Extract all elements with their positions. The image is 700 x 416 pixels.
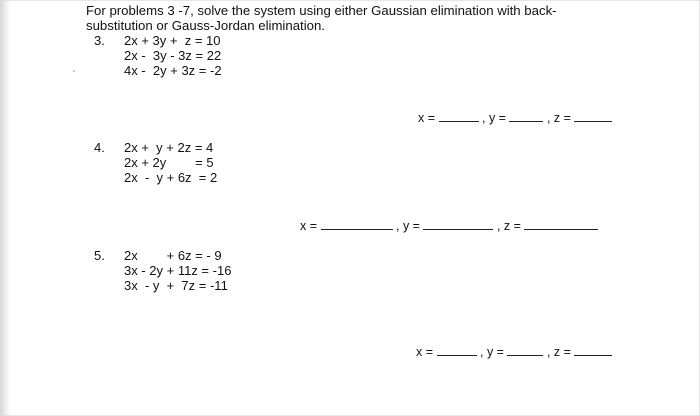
problem-5-number: 5. [94, 248, 105, 263]
problem-3-equation-1: 2x + 3y + z = 10 [124, 33, 221, 48]
instructions [86, 3, 686, 33]
problem-4-x-blank[interactable] [321, 218, 393, 230]
problem-3-y-blank[interactable] [509, 110, 543, 122]
problem-5-z-label: , z = [546, 345, 571, 359]
problem-4-z-blank[interactable] [524, 218, 598, 230]
problem-3-x-blank[interactable] [439, 110, 479, 122]
problem-5-y-label: , y = [480, 345, 504, 359]
problem-3-system [124, 33, 222, 78]
problem-4-z-label: , z = [496, 219, 521, 233]
problem-3-answer-line [418, 110, 612, 125]
problem-3-equation-2: 2x - 3y - 3z = 22 [124, 48, 222, 63]
problem-3-y-label: , y = [482, 111, 506, 125]
problem-5-y-blank[interactable] [507, 344, 543, 356]
problem-4-y-blank[interactable] [423, 218, 493, 230]
problem-5-equation-1: 2x + 6z = - 9 [124, 248, 222, 263]
problem-3-number: 3. [94, 33, 105, 48]
problem-4-y-label: , y = [396, 219, 420, 233]
page-edge-shadow [0, 0, 10, 416]
problem-5-answer-line [416, 344, 612, 359]
problem-4-answer-line [300, 218, 598, 233]
problem-5-x-blank[interactable] [437, 344, 477, 356]
instructions-line-1: For problems 3 -7, solve the system using either Gaussian elimination with back- [86, 3, 557, 18]
instructions-line-2: substitution or Gauss-Jordan elimination. [86, 18, 325, 33]
problem-4-equation-3: 2x - y + 6z = 2 [124, 170, 218, 185]
problem-3-z-label: , z = [546, 111, 571, 125]
problem-3-x-label: x = [418, 111, 436, 125]
problem-5-equation-2: 3x - 2y + 11z = -16 [124, 263, 232, 278]
problem-5-x-label: x = [416, 345, 434, 359]
problem-4-system [124, 140, 217, 185]
problem-5-z-blank[interactable] [574, 344, 612, 356]
problem-3-equation-3: 4x - 2y + 3z = -2 [124, 63, 222, 78]
problem-4-equation-2: 2x + 2y = 5 [124, 155, 214, 170]
problem-4-x-label: x = [300, 219, 318, 233]
problem-5-equation-3: 3x - y + 7z = -11 [124, 278, 228, 293]
problem-5-system [124, 248, 231, 293]
problem-4-equation-1: 2x + y + 2z = 4 [124, 140, 214, 155]
scan-speck [73, 70, 75, 72]
problem-4-number: 4. [94, 140, 105, 155]
problem-3-z-blank[interactable] [574, 110, 612, 122]
